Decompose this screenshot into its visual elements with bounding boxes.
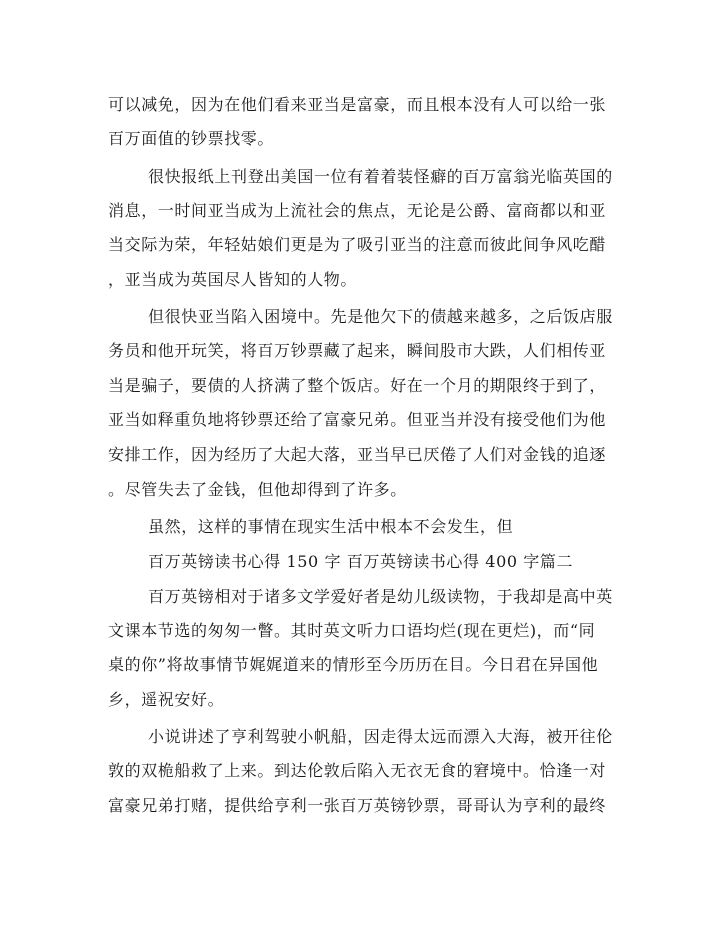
text-line: 当是骗子，要债的人挤满了整个饭店。好在一个月的期限终于到了， (108, 376, 607, 395)
text-line: 乡，遥祝安好。 (108, 690, 225, 709)
text-line: 亚当如释重负地将钞票还给了富豪兄弟。但亚当并没有接受他们为他 (108, 410, 607, 429)
text-line: 消息，一时间亚当成为上流社会的焦点，无论是公爵、富商都以和亚 (108, 201, 607, 220)
paragraph-first-line: 但很快亚当陷入困境中。先是他欠下的债越来越多，之后饭店服 (148, 307, 613, 326)
text-line: 可以减免，因为在他们看来亚当是富豪，而且根本没有人可以给一张 (108, 95, 607, 114)
paragraph-first-line: 很快报纸上刊登出美国一位有着着装怪癖的百万富翁光临英国的 (148, 167, 613, 186)
text-line: 当交际为荣，年轻姑娘们更是为了吸引亚当的注意而彼此间争风吃醋 (108, 235, 607, 254)
text-line: 百万面值的钞票找零。 (108, 129, 275, 148)
text-line: 文课本节选的匆匆一瞥。其时英文听力口语均烂(现在更烂)，而“同 (108, 621, 596, 640)
text-line: 务员和他开玩笑，将百万钞票藏了起来，瞬间股市大跌，人们相传亚 (108, 341, 607, 360)
text-line: 敦的双桅船救了上来。到达伦敦后陷入无衣无食的窘境中。恰逢一对 (108, 761, 607, 780)
paragraph-first-line: 小说讲述了亨利驾驶小帆船，因走得太远而漂入大海，被开往伦 (148, 727, 613, 746)
text-line: 桌的你”将故事情节娓娓道来的情形至今历历在目。今日君在异国他 (108, 655, 599, 674)
paragraph-first-line: 虽然，这样的事情在现实生活中根本不会发生，但 (148, 517, 514, 536)
text-line: 安排工作，因为经历了大起大落，亚当早已厌倦了人们对金钱的追逐 (108, 445, 607, 464)
text-line: 富豪兄弟打赌，提供给亨利一张百万英镑钞票，哥哥认为亨利的最终 (108, 796, 607, 815)
section-heading: 百万英镑读书心得 150 字 百万英镑读书心得 400 字篇二 (148, 552, 574, 571)
paragraph-first-line: 百万英镑相对于诸多文学爱好者是幼儿级读物，于我却是高中英 (148, 587, 613, 606)
text-line: ，亚当成为英国尽人皆知的人物。 (108, 270, 358, 289)
text-line: 。尽管失去了金钱，但他却得到了许多。 (108, 480, 407, 499)
